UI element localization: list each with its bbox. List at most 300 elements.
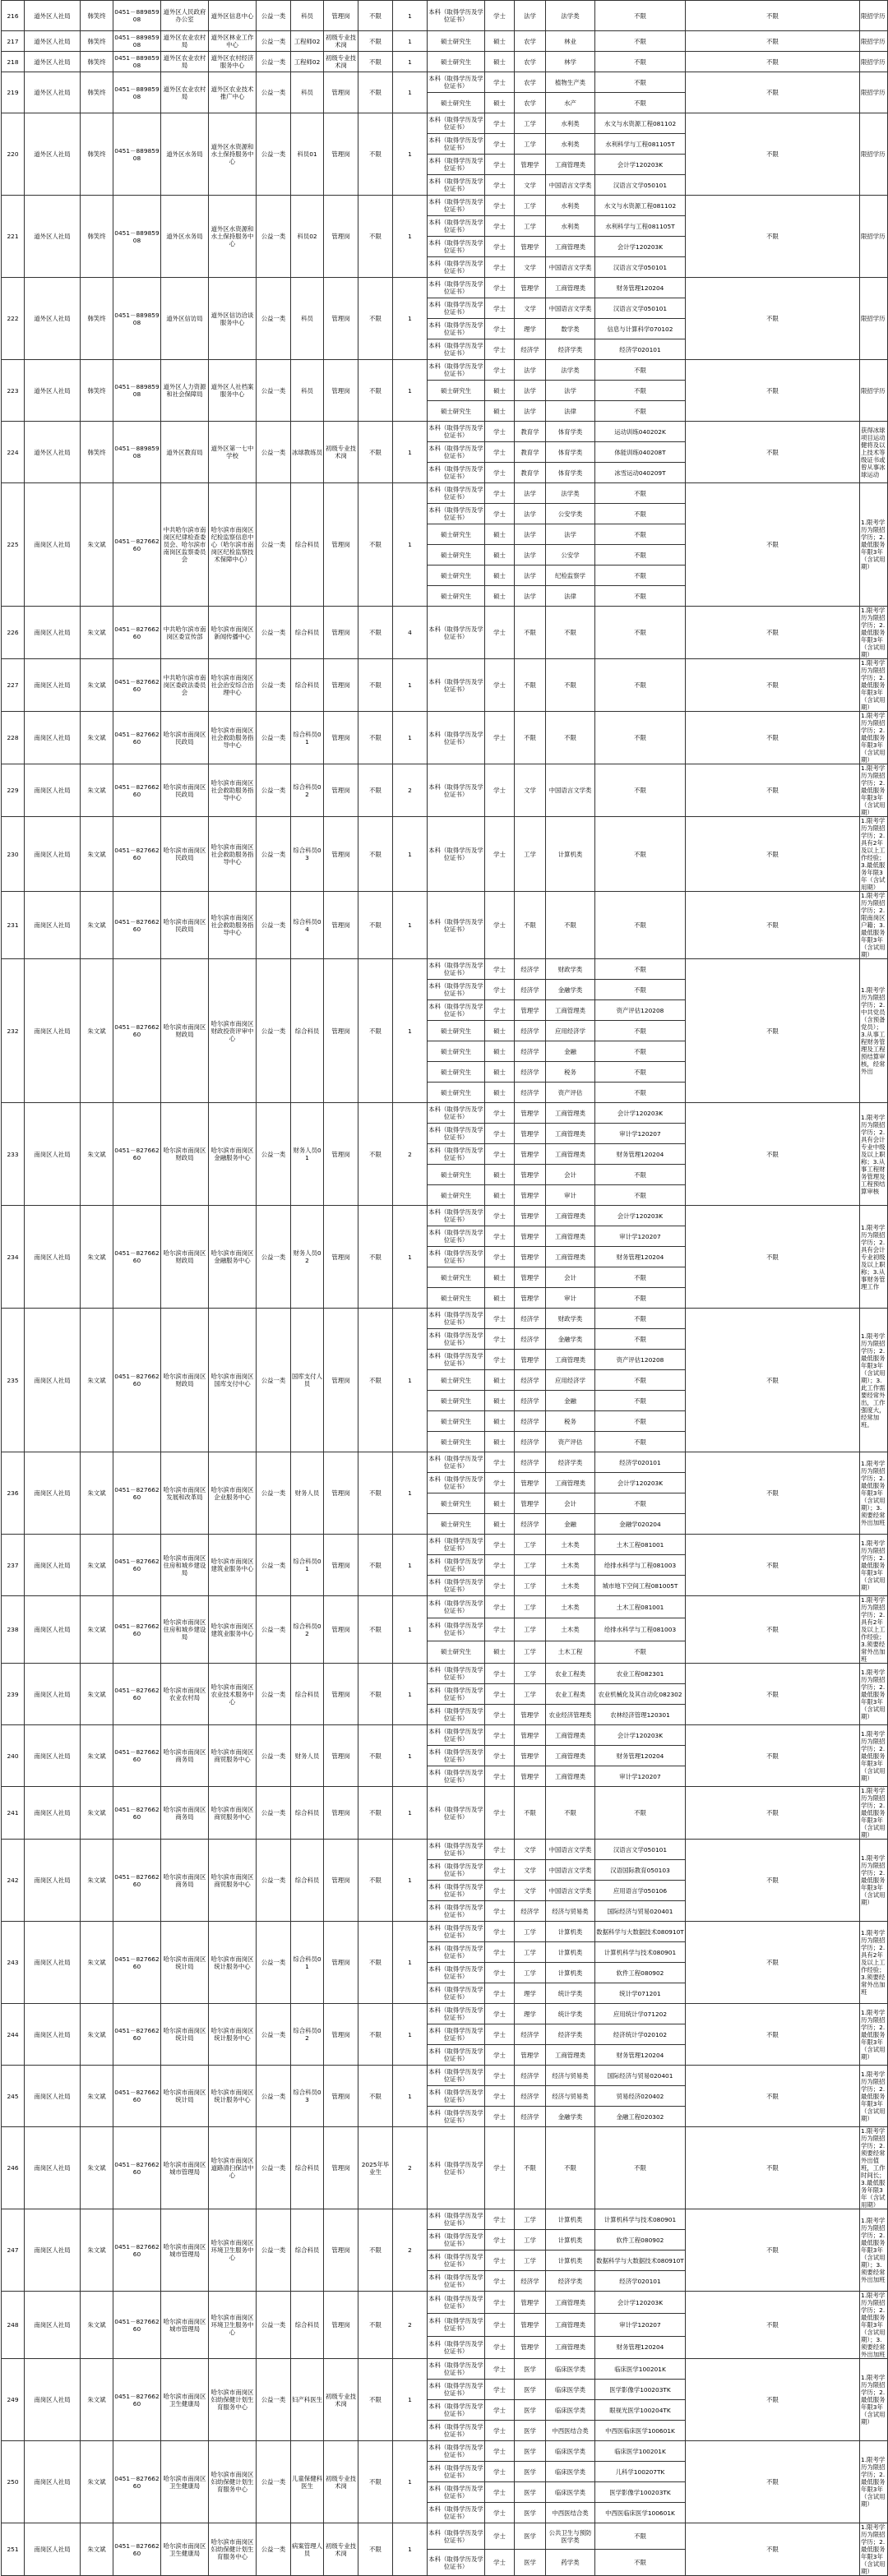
- department: 道外区水务局: [161, 196, 209, 278]
- contact-phone: 0451－82766260: [113, 2292, 161, 2359]
- major-name: 眼视光医学100204TK: [595, 2400, 686, 2421]
- degree: 学士: [485, 2462, 515, 2482]
- row-number: 237: [2, 1535, 25, 1596]
- major-category: 管理学: [515, 237, 546, 257]
- post-name: 综合科员02: [291, 764, 324, 817]
- table-row: [2, 2441, 888, 2462]
- major-category: 管理学: [515, 2336, 546, 2358]
- major-category: 工学: [515, 1618, 546, 1641]
- education: 本科（取得学历及学位证书）: [428, 1144, 485, 1165]
- table-row: [2, 1, 888, 31]
- major-subcategory: 不限: [546, 659, 595, 712]
- major-subcategory: 工商管理类: [546, 2292, 595, 2314]
- education: 本科（取得学历及学位证书）: [428, 1124, 485, 1144]
- major-subcategory: 经济与贸易类: [546, 2086, 595, 2107]
- major-subcategory: 财政学类: [546, 1309, 595, 1329]
- major-subcategory: 工商管理类: [546, 1473, 595, 1493]
- hiring-unit: 南岗区人社局: [25, 659, 81, 712]
- education: 本科（取得学历及学位证书）: [428, 892, 485, 959]
- unit-type: 公益一类: [257, 1787, 291, 1840]
- post-name: 综合科员: [291, 959, 324, 1103]
- degree: 学士: [485, 2400, 515, 2421]
- other-requirement-general: 不限: [686, 360, 860, 422]
- department: 哈尔滨市南岗区民政局: [161, 817, 209, 892]
- degree: 学士: [485, 2421, 515, 2441]
- major-name: 会计学120203K: [595, 1473, 686, 1493]
- major-name: 经济学020101: [595, 2271, 686, 2292]
- post-name: 综合科员01: [291, 712, 324, 764]
- major-category: 经济学: [515, 1452, 546, 1473]
- degree: 学士: [485, 463, 515, 483]
- major-subcategory: 纪检监察学: [546, 566, 595, 586]
- education: 本科（取得学历及学位证书）: [428, 1473, 485, 1493]
- degree: 学士: [485, 1664, 515, 1684]
- degree: 学士: [485, 1766, 515, 1787]
- contact-person: 韩笑终: [81, 52, 113, 72]
- other-requirement-general: 不限: [686, 2066, 860, 2127]
- education: 硕士研究生: [428, 93, 485, 113]
- major-category: 不限: [515, 659, 546, 712]
- major-subcategory: 体育学类: [546, 463, 595, 483]
- education: 本科（取得学历及学位证书）: [428, 2066, 485, 2086]
- major-category: 管理学: [515, 1350, 546, 1370]
- education: 硕士研究生: [428, 1493, 485, 1514]
- applicant-scope: 不限: [358, 659, 393, 712]
- other-requirement-general: 不限: [686, 1725, 860, 1787]
- major-name: 会计学120203K: [595, 1103, 686, 1124]
- degree: 学士: [485, 2127, 515, 2209]
- major-category: 农学: [515, 52, 546, 72]
- organization: 哈尔滨市南岗区金融服务中心: [209, 1206, 257, 1309]
- major-category: 法学: [515, 401, 546, 422]
- education: 本科（取得学历及学位证书）: [428, 2380, 485, 2400]
- row-number: 244: [2, 2004, 25, 2066]
- hiring-count: 1: [393, 1535, 428, 1596]
- major-subcategory: 工商管理类: [546, 1746, 595, 1766]
- hiring-count: 1: [393, 659, 428, 712]
- hiring-count: 1: [393, 113, 428, 196]
- major-subcategory: 不限: [546, 607, 595, 659]
- major-category: 管理学: [515, 1288, 546, 1309]
- major-subcategory: 统计学类: [546, 2004, 595, 2024]
- post-category: 管理岗: [324, 959, 358, 1103]
- degree: 学士: [485, 1555, 515, 1576]
- table-row: [2, 1787, 888, 1840]
- contact-person: 朱文斌: [81, 2441, 113, 2523]
- major-name: 计算机科学与技术080901: [595, 2209, 686, 2230]
- hiring-unit: 道外区人社局: [25, 196, 81, 278]
- major-subcategory: 税务: [546, 1411, 595, 1432]
- major-category: 工学: [515, 134, 546, 155]
- major-category: 管理学: [515, 2314, 546, 2336]
- organization: 道外区信访洽谈服务中心: [209, 278, 257, 360]
- major-subcategory: 计算机类: [546, 2230, 595, 2251]
- degree: 学士: [485, 1452, 515, 1473]
- row-number: 250: [2, 2441, 25, 2523]
- major-subcategory: 工商管理类: [546, 1206, 595, 1226]
- applicant-scope: 不限: [358, 1840, 393, 1922]
- other-requirements: 1.限考学历为限招学历；2.最低服务年限3年（含试用期）: [860, 1664, 888, 1725]
- degree: 学士: [485, 278, 515, 298]
- degree: 学士: [485, 1329, 515, 1350]
- other-requirement-general: 不限: [686, 1840, 860, 1922]
- major-subcategory: 中国语言文学类: [546, 298, 595, 319]
- major-category: 管理学: [515, 1746, 546, 1766]
- degree: 学士: [485, 2271, 515, 2292]
- degree: 硕士: [485, 1021, 515, 1041]
- hiring-unit: 南岗区人社局: [25, 1309, 81, 1452]
- major-name: 汉语言文学050101: [595, 257, 686, 278]
- education: 本科（取得学历及学位证书）: [428, 1963, 485, 1983]
- applicant-scope: 不限: [358, 2066, 393, 2127]
- department: 哈尔滨市南岗区卫生健康局: [161, 2523, 209, 2576]
- education: 本科（取得学历及学位证书）: [428, 2462, 485, 2482]
- degree: 学士: [485, 113, 515, 134]
- education: 硕士研究生: [428, 566, 485, 586]
- post-category: 管理岗: [324, 1309, 358, 1452]
- education: 本科（取得学历及学位证书）: [428, 1596, 485, 1618]
- contact-phone: 0451－88985908: [113, 278, 161, 360]
- major-subcategory: 工商管理类: [546, 1000, 595, 1021]
- contact-person: 朱文斌: [81, 659, 113, 712]
- hiring-unit: 南岗区人社局: [25, 2066, 81, 2127]
- education: 硕士研究生: [428, 1432, 485, 1452]
- table-row: [2, 892, 888, 959]
- organization: 道外区农村经济服务中心: [209, 52, 257, 72]
- education: 本科（取得学历及学位证书）: [428, 1, 485, 31]
- degree: 学士: [485, 298, 515, 319]
- degree: 学士: [485, 72, 515, 93]
- other-requirements: 1.限考学历为限招学历；2.最低服务年限3年（含试用期）: [860, 1787, 888, 1840]
- department: 道外区农业农村局: [161, 31, 209, 52]
- major-subcategory: 工商管理类: [546, 1350, 595, 1370]
- table-row: [2, 72, 888, 93]
- major-name: 经济统计学020102: [595, 2024, 686, 2045]
- major-category: 理学: [515, 1983, 546, 2004]
- major-category: 经济学: [515, 1370, 546, 1391]
- degree: 学士: [485, 319, 515, 339]
- major-name: 不限: [595, 1641, 686, 1663]
- table-row: [2, 1664, 888, 1684]
- table-row: [2, 764, 888, 817]
- post-category: 管理岗: [324, 1452, 358, 1535]
- department: 哈尔滨市南岗区住房和城乡建设局: [161, 1596, 209, 1664]
- other-requirement-general: 不限: [686, 1103, 860, 1206]
- other-requirements: 1.限考学历为限招学历；2.最低服务年限3年（含试用期）: [860, 1840, 888, 1922]
- major-category: 文学: [515, 1840, 546, 1860]
- major-subcategory: 金融学类: [546, 2107, 595, 2127]
- education: 本科（取得学历及学位证书）: [428, 1705, 485, 1725]
- contact-person: 朱文斌: [81, 1787, 113, 1840]
- degree: 学士: [485, 175, 515, 196]
- table-row: [2, 196, 888, 216]
- education: 本科（取得学历及学位证书）: [428, 278, 485, 298]
- major-subcategory: 金融: [546, 1391, 595, 1411]
- other-requirement-general: 不限: [686, 2441, 860, 2523]
- post-category: 管理岗: [324, 1535, 358, 1596]
- applicant-scope: 不限: [358, 1664, 393, 1725]
- other-requirement-general: 不限: [686, 1309, 860, 1452]
- organization: 哈尔滨市南岗区财政投资评审中心: [209, 959, 257, 1103]
- major-name: 不限: [595, 483, 686, 504]
- degree: 学士: [485, 1942, 515, 1963]
- education: 本科（取得学历及学位证书）: [428, 2230, 485, 2251]
- major-subcategory: 财政学类: [546, 959, 595, 980]
- major-category: 文学: [515, 1881, 546, 1901]
- major-name: 不限: [595, 72, 686, 93]
- organization: 哈尔滨市南岗区妇幼保健计划生育服务中心: [209, 2441, 257, 2523]
- major-name: 会计学120203K: [595, 1725, 686, 1746]
- applicant-scope: 不限: [358, 2292, 393, 2359]
- post-category: 管理岗: [324, 1922, 358, 2004]
- contact-person: 韩笑终: [81, 72, 113, 113]
- unit-type: 公益一类: [257, 360, 291, 422]
- major-name: 不限: [595, 712, 686, 764]
- other-requirement-general: 不限: [686, 52, 860, 72]
- hiring-unit: 南岗区人社局: [25, 1664, 81, 1725]
- degree: 硕士: [485, 1391, 515, 1411]
- contact-person: 朱文斌: [81, 2127, 113, 2209]
- organization: 哈尔滨市南岗区金融服务中心: [209, 1103, 257, 1206]
- major-subcategory: 水产: [546, 93, 595, 113]
- education: 硕士研究生: [428, 1411, 485, 1432]
- degree: 学士: [485, 2336, 515, 2358]
- degree: 学士: [485, 1000, 515, 1021]
- contact-phone: 0451－82766260: [113, 817, 161, 892]
- education: 本科（取得学历及学位证书）: [428, 2004, 485, 2024]
- major-name: 经济学020101: [595, 339, 686, 360]
- applicant-scope: 不限: [358, 1309, 393, 1452]
- major-subcategory: 法学类: [546, 483, 595, 504]
- major-subcategory: 中西医结合类: [546, 2503, 595, 2523]
- major-category: 医学: [515, 2550, 546, 2576]
- department: 哈尔滨市南岗区卫生健康局: [161, 2441, 209, 2523]
- major-name: 不限: [595, 1041, 686, 1062]
- major-category: 法学: [515, 524, 546, 545]
- table-row: [2, 659, 888, 712]
- contact-person: 朱文斌: [81, 892, 113, 959]
- major-subcategory: 数学类: [546, 319, 595, 339]
- degree: 学士: [485, 2380, 515, 2400]
- other-requirements: 1.限考学历为限招学历；2.最低服务年限3年（含试用期）: [860, 2359, 888, 2441]
- major-category: 文学: [515, 764, 546, 817]
- education: 本科（取得学历及学位证书）: [428, 1247, 485, 1267]
- hiring-unit: 南岗区人社局: [25, 1206, 81, 1309]
- applicant-scope: 不限: [358, 892, 393, 959]
- major-category: 法学: [515, 566, 546, 586]
- other-requirements: 1.限考学历为限招学历；2.最低服务年限3年（含试用期）；3.须要经常外出加班: [860, 1452, 888, 1535]
- department: 道外区教育局: [161, 422, 209, 483]
- major-subcategory: 工商管理类: [546, 1144, 595, 1165]
- hiring-unit: 道外区人社局: [25, 1, 81, 31]
- other-requirements: 1.限考学历为限招学历；2.具有会计专业初级及以上职称；3.从事财务管理工作: [860, 1206, 888, 1309]
- education: 本科（取得学历及学位证书）: [428, 817, 485, 892]
- major-name: 财务管理120204: [595, 2045, 686, 2066]
- applicant-scope: 不限: [358, 2523, 393, 2576]
- major-category: 医学: [515, 2380, 546, 2400]
- education: 本科（取得学历及学位证书）: [428, 504, 485, 524]
- contact-person: 韩笑终: [81, 360, 113, 422]
- hiring-unit: 南岗区人社局: [25, 2523, 81, 2576]
- major-name: 不限: [595, 1165, 686, 1185]
- major-name: 不限: [595, 1329, 686, 1350]
- other-requirement-general: 不限: [686, 1535, 860, 1596]
- applicant-scope: 不限: [358, 817, 393, 892]
- table-row: [2, 52, 888, 72]
- department: 哈尔滨市南岗区统计局: [161, 2004, 209, 2066]
- major-name: 中西医临床医学100601K: [595, 2421, 686, 2441]
- education: 本科（取得学历及学位证书）: [428, 155, 485, 175]
- major-name: 审计学120207: [595, 1766, 686, 1787]
- hiring-unit: 道外区人社局: [25, 52, 81, 72]
- major-name: 土木工程081001: [595, 1535, 686, 1555]
- major-name: 计算机科学与技术080901: [595, 1942, 686, 1963]
- row-number: 217: [2, 31, 25, 52]
- row-number: 234: [2, 1206, 25, 1309]
- table-row: [2, 2523, 888, 2550]
- major-subcategory: 中国语言文学类: [546, 1860, 595, 1881]
- degree: 学士: [485, 2230, 515, 2251]
- applicant-scope: 不限: [358, 2004, 393, 2066]
- major-name: 不限: [595, 892, 686, 959]
- organization: 哈尔滨市南岗区妇幼保健计划生育服务中心: [209, 2523, 257, 2576]
- table-row: [2, 31, 888, 52]
- degree: 学士: [485, 2251, 515, 2271]
- contact-person: 朱文斌: [81, 2209, 113, 2292]
- hiring-unit: 南岗区人社局: [25, 2292, 81, 2359]
- major-name: 临床医学100201K: [595, 2441, 686, 2462]
- post-name: 综合科员03: [291, 2066, 324, 2127]
- hiring-unit: 南岗区人社局: [25, 2127, 81, 2209]
- organization: 哈尔滨市南岗区统计服务中心: [209, 2066, 257, 2127]
- degree: 学士: [485, 483, 515, 504]
- major-subcategory: 土木类: [546, 1596, 595, 1618]
- applicant-scope: 不限: [358, 52, 393, 72]
- degree: 学士: [485, 1596, 515, 1618]
- education: 本科（取得学历及学位证书）: [428, 72, 485, 93]
- row-number: 216: [2, 1, 25, 31]
- table-row: [2, 817, 888, 892]
- major-category: 不限: [515, 607, 546, 659]
- post-name: 综合科员02: [291, 2004, 324, 2066]
- major-subcategory: 中西医结合类: [546, 2421, 595, 2441]
- major-name: 农林经济管理120301: [595, 1705, 686, 1725]
- contact-phone: 0451－88985908: [113, 360, 161, 422]
- major-name: 不限: [595, 381, 686, 401]
- row-number: 224: [2, 422, 25, 483]
- hiring-count: 1: [393, 1922, 428, 2004]
- table-row: [2, 2209, 888, 2230]
- recruitment-table: [1, 0, 888, 2576]
- major-name: 不限: [595, 52, 686, 72]
- major-category: 医学: [515, 2400, 546, 2421]
- major-name: 农业机械化及其自动化082302: [595, 1684, 686, 1705]
- other-requirement-general: 不限: [686, 1206, 860, 1309]
- major-subcategory: 工商管理类: [546, 237, 595, 257]
- degree: 学士: [485, 1206, 515, 1226]
- organization: 哈尔滨市南岗区环境卫生服务中心: [209, 2292, 257, 2359]
- organization: 哈尔滨市南岗区商贸服务中心: [209, 1725, 257, 1787]
- unit-type: 公益一类: [257, 892, 291, 959]
- degree: 学士: [485, 2045, 515, 2066]
- education: 本科（取得学历及学位证书）: [428, 2209, 485, 2230]
- major-category: 管理学: [515, 155, 546, 175]
- unit-type: 公益一类: [257, 1309, 291, 1452]
- education: 硕士研究生: [428, 586, 485, 607]
- organization: 哈尔滨市南岗区社会救助服务指导中心: [209, 817, 257, 892]
- department: 哈尔滨市南岗区发展和改革局: [161, 1452, 209, 1535]
- education: 本科（取得学历及学位证书）: [428, 339, 485, 360]
- hiring-count: 1: [393, 1840, 428, 1922]
- major-name: 不限: [595, 659, 686, 712]
- hiring-count: 1: [393, 2066, 428, 2127]
- post-category: 初级专业技术岗: [324, 31, 358, 52]
- applicant-scope: 不限: [358, 2441, 393, 2523]
- contact-phone: 0451－88985908: [113, 72, 161, 113]
- hiring-count: 1: [393, 72, 428, 113]
- major-category: 管理学: [515, 1000, 546, 1021]
- department: 哈尔滨市南岗区民政局: [161, 712, 209, 764]
- degree: 硕士: [485, 1041, 515, 1062]
- hiring-count: 1: [393, 1206, 428, 1309]
- degree: 学士: [485, 2523, 515, 2550]
- major-name: 不限: [595, 1021, 686, 1041]
- degree: 学士: [485, 237, 515, 257]
- major-category: 理学: [515, 319, 546, 339]
- major-name: 会计学120203K: [595, 2292, 686, 2314]
- major-name: 财务管理120204: [595, 1144, 686, 1165]
- major-name: 不限: [595, 1411, 686, 1432]
- education: 硕士研究生: [428, 1288, 485, 1309]
- degree: 硕士: [485, 1514, 515, 1535]
- degree: 学士: [485, 2292, 515, 2314]
- major-category: 管理学: [515, 2292, 546, 2314]
- contact-phone: 0451－88985908: [113, 422, 161, 483]
- degree: 学士: [485, 1746, 515, 1766]
- degree: 学士: [485, 1144, 515, 1165]
- major-subcategory: 农业经济管理类: [546, 1705, 595, 1725]
- major-name: 汉语国际教育050103: [595, 1860, 686, 1881]
- major-name: 应用语言学050106: [595, 1881, 686, 1901]
- education: 本科（取得学历及学位证书）: [428, 1746, 485, 1766]
- major-subcategory: 公安学: [546, 545, 595, 566]
- department: 道外区水务局: [161, 113, 209, 196]
- education: 本科（取得学历及学位证书）: [428, 1206, 485, 1226]
- major-category: 经济学: [515, 1329, 546, 1350]
- row-number: 225: [2, 483, 25, 607]
- post-category: 管理岗: [324, 196, 358, 278]
- major-name: 审计学120207: [595, 2314, 686, 2336]
- contact-phone: 0451－82766260: [113, 959, 161, 1103]
- applicant-scope: 不限: [358, 1103, 393, 1206]
- other-requirements: 1.限考学历为限招学历；2.中共党员（含预备党员）；3.从事工程财务管理及工程预结算审核，经常外出: [860, 959, 888, 1103]
- applicant-scope: 不限: [358, 959, 393, 1103]
- education: 本科（取得学历及学位证书）: [428, 980, 485, 1000]
- contact-phone: 0451－82766260: [113, 659, 161, 712]
- other-requirement-general: 不限: [686, 2004, 860, 2066]
- education: 本科（取得学历及学位证书）: [428, 1766, 485, 1787]
- row-number: 242: [2, 1840, 25, 1922]
- major-name: 水利科学与工程081105T: [595, 216, 686, 237]
- hiring-unit: 南岗区人社局: [25, 892, 81, 959]
- major-name: 给排水科学与工程081003: [595, 1555, 686, 1576]
- major-name: 医学影像学100203TK: [595, 2380, 686, 2400]
- major-category: 工学: [515, 1942, 546, 1963]
- hiring-unit: 南岗区人社局: [25, 1725, 81, 1787]
- major-name: 汉语言文学050101: [595, 298, 686, 319]
- applicant-scope: 不限: [358, 196, 393, 278]
- major-subcategory: 临床医学类: [546, 2482, 595, 2503]
